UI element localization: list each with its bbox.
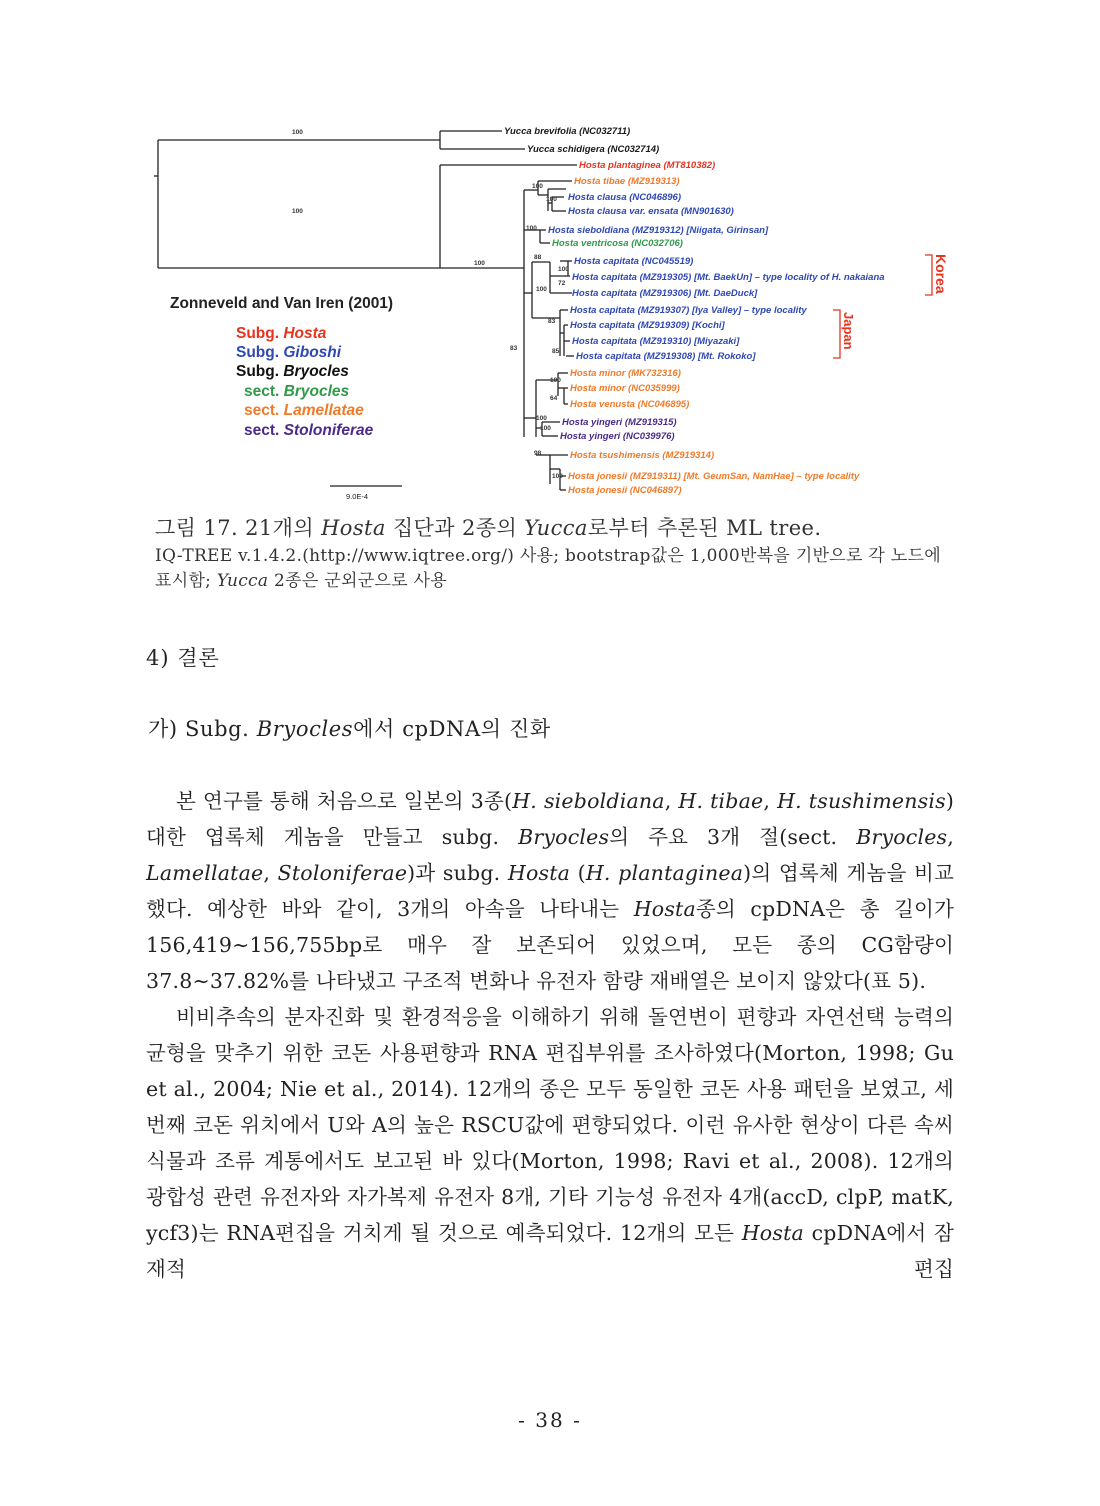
taxon-label: Hosta capitata (MZ919308) [Mt. Rokoko] <box>576 351 756 362</box>
taxon-label: Hosta clausa (NC046896) <box>568 192 681 203</box>
page-number: - 38 - <box>518 1408 582 1432</box>
japan-label: Japan <box>841 312 856 350</box>
taxon-label: Hosta jonesii (MZ919311) [Mt. GeumSan, NamHae] – type locality <box>568 471 860 482</box>
heading-text: 가) Subg. <box>148 717 257 741</box>
body-text <box>146 783 954 1287</box>
taxon-label: Yucca brevifolia (NC032711) <box>504 126 631 137</box>
taxon-label: Hosta yingeri (NC039976) <box>560 431 675 442</box>
taxon-label: Hosta capitata (MZ919309) [Kochi] <box>570 320 725 331</box>
legend-title: Zonneveld and Van Iren (2001) <box>170 295 394 312</box>
legend-entry: Subg. Bryocles <box>236 363 349 380</box>
bootstrap-value: 100 <box>536 286 547 293</box>
bootstrap-value: 85 <box>552 348 560 355</box>
taxon-label: Hosta capitata (MZ919305) [Mt. BaekUn] – type locality of H. nakaiana <box>572 272 885 283</box>
paragraph-2: 비비추속의 분자진화 및 환경적응을 이해하기 위해 돌연변이 편향과 자연선택 능력의 균형을 맞추기 위한 코돈 사용편향과 RNA 편집부위를 조사하였다(Morton, 1998; Gu et al., 2004; Nie et al., 2014). 12개의 종은 모두 동일한 코돈 사용 패턴을 보였고, 세번째 코돈 위치에서 U와 A의 높은 RSCU값에 편향되었다. 이런 유사한 현상이 다른 속씨식물과 조류 계통에서도 보고된 바 있다(Morton, 1998; Ravi et al., 2008). 12개의 광합성 관련 유전자와 자가복제 유전자 8개, 기타 기능성 유전자 4개(accD, clpP, matK, ycf3)는 RNA편집을 거치게 될 것으로 예측되었다. 12개의 모든 Hosta cpDNA에서 잠재적 편집 <box>146 1005 954 1281</box>
caption-italic: Hosta <box>321 516 386 540</box>
taxon-label: Hosta venusta (NC046895) <box>570 399 690 410</box>
taxon-label: Yucca schidigera (NC032714) <box>527 144 660 155</box>
korea-label: Korea <box>933 254 949 294</box>
caption-italic: Yucca <box>524 516 588 540</box>
bootstrap-value: 100 <box>532 183 543 190</box>
ml-tree-figure <box>140 118 960 510</box>
taxon-label: Hosta jonesii (NC046897) <box>568 485 682 496</box>
caption-text: IQ-TREE v.1.4.2.(http://www.iqtree.org/) 사용; bootstrap값은 1,000반복을 기반으로 각 노드에 표시함; <box>155 546 942 591</box>
taxon-label: Hosta clausa var. ensata (MN901630) <box>568 206 734 217</box>
taxon-label: Hosta capitata (MZ919310) [Miyazaki] <box>572 336 740 347</box>
caption-line-1 <box>155 514 955 542</box>
taxon-label: Hosta minor (NC035999) <box>570 383 680 394</box>
bootstrap-value: 100 <box>540 425 551 432</box>
caption-text: 그림 17. 21개의 <box>155 516 322 540</box>
caption-text: 로부터 추론된 ML tree. <box>587 516 822 540</box>
taxon-label: Hosta capitata (MZ919306) [Mt. DaeDuck] <box>572 288 758 299</box>
caption-text: 2종은 군외군으로 사용 <box>268 571 448 591</box>
korea-bracket <box>925 255 932 295</box>
bootstrap-value: 100 <box>526 225 537 232</box>
heading-text: 에서 cpDNA의 진화 <box>353 717 551 741</box>
bootstrap-value: 100 <box>550 377 561 384</box>
taxon-label: Hosta sieboldiana (MZ919312) [Niigata, Girinsan] <box>548 225 769 236</box>
japan-bracket <box>833 310 840 358</box>
legend-entry: sect. Bryocles <box>244 383 350 400</box>
taxon-label: Hosta tsushimensis (MZ919314) <box>570 450 715 461</box>
caption-italic: Yucca <box>216 571 269 591</box>
bootstrap-value: 72 <box>558 280 566 287</box>
legend-entry: Subg. Giboshi <box>236 344 342 361</box>
legend <box>236 325 374 439</box>
section-heading-conclusion: 4) 결론 <box>146 646 220 670</box>
taxon-label: Hosta tibae (MZ919313) <box>574 176 680 187</box>
caption-text: 집단과 2종의 <box>385 516 525 540</box>
caption-line-2 <box>155 544 955 594</box>
taxon-label: Hosta yingeri (MZ919315) <box>562 417 677 428</box>
legend-entry: sect. Lamellatae <box>244 402 364 419</box>
bootstrap-value: 64 <box>550 395 558 402</box>
taxon-label: Hosta ventricosa (NC032706) <box>552 238 683 249</box>
bootstrap-value: 100 <box>558 266 569 273</box>
figure-caption <box>155 514 955 594</box>
bootstrap-value: 100 <box>474 260 485 267</box>
bootstrap-value: 88 <box>534 254 542 261</box>
bootstrap-value: 100 <box>292 129 303 136</box>
bootstrap-value: 100 <box>546 196 557 203</box>
heading-italic: Bryocles <box>256 717 354 741</box>
subsection-heading <box>148 713 551 743</box>
bootstrap-value: 100 <box>552 473 563 480</box>
taxon-label: Hosta plantaginea (MT810382) <box>579 160 716 171</box>
bootstrap-value: 98 <box>534 450 542 457</box>
paragraph-1: 본 연구를 통해 처음으로 일본의 3종(H. sieboldiana, H. tibae, H. tsushimensis) 대한 엽록체 게놈을 만들고 subg. Bryocles의 주요 3개 절(sect. Bryocles, Lamellatae, Stoloniferae)과 subg. Hosta (H. plantaginea)의 엽록체 게놈을 비교했다. 예상한 바와 같이, 3개의 아속을 나타내는 Hosta종의 cpDNA은 총 길이가 156,419∼156,755bp로 매우 잘 보존되어 있었으며, 모든 종의 CG함량이 37.8∼37.82%를 나타냈고 구조적 변화나 유전자 함량 재배열은 보이지 않았다(표 5). <box>146 789 955 993</box>
scale-label: 9.0E-4 <box>346 492 369 501</box>
taxon-label: Hosta capitata (NC045519) <box>574 256 694 267</box>
bootstrap-value: 100 <box>292 208 303 215</box>
taxon-label: Hosta capitata (MZ919307) [Iya Valley] – type locality <box>570 305 807 316</box>
legend-entry: Subg. Hosta <box>236 325 327 342</box>
bootstrap-value: 100 <box>536 415 547 422</box>
taxon-label: Hosta minor (MK732316) <box>570 368 681 379</box>
legend-entry: sect. Stoloniferae <box>244 422 374 439</box>
bootstrap-value: 83 <box>548 318 556 325</box>
bootstrap-value: 83 <box>510 345 518 352</box>
